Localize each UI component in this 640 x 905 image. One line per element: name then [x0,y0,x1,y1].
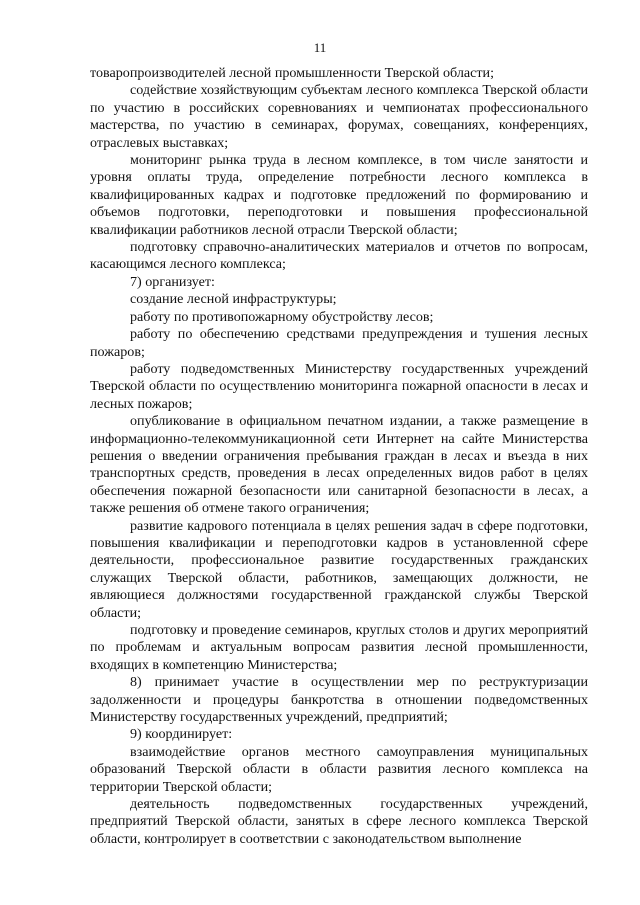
paragraph: содействие хозяйствующим субъектам лесного комплекса Тверской области по участию в российских соревнованиях и чемпионатах профессионального мастерства, по участию в семинарах, форумах, совещаниях, конференциях, отраслевых выставках; [90,82,588,151]
document-body [90,65,588,848]
paragraph-continuation: товаропроизводителей лесной промышленности Тверской области; [90,65,494,81]
paragraph: подготовку и проведение семинаров, круглых столов и других мероприятий по проблемам и актуальным вопросам развития лесной промышленности, входящих в компетенцию Министерства; [90,622,588,673]
paragraph: создание лесной инфраструктуры; [130,291,337,308]
paragraph: работу подведомственных Министерству государственных учреждений Тверской области по осуществлению мониторинга пожарной опасности в лесах и лесных пожаров; [90,360,588,412]
paragraph: мониторинг рынка труда в лесном комплексе, в том числе занятости и уровня оплаты труда, определение потребности лесного комплекса в квалифицированных кадрах и подготовке предложений по формированию и объемов подготовки, переподготовки и повышения профессиональной квалификации работников лесной отрасли Тверской области; [90,152,588,238]
paragraph: подготовку справочно-аналитических материалов и отчетов по вопросам, касающимся лесного комплекса; [90,239,588,273]
paragraph: развитие кадрового потенциала в целях решения задач в сфере подготовки, повышения квалификации и переподготовки кадров в установленной сфере деятельности, профессиональное развитие государственных гражданских служащих Тверской области, работников, замещающих должности, не являющиеся должностями государственной гражданской службы Тверской области; [90,517,588,621]
paragraph: работу по обеспечению средствами предупреждения и тушения лесных пожаров; [90,326,588,360]
list-heading: 7) организует: [130,273,215,290]
paragraph: работу по противопожарному обустройству лесов; [130,308,434,325]
paragraph: деятельность подведомственных государственных учреждений, предприятий Тверской области, занятых в сфере лесного комплекса Тверской области, контролирует в соответствии с законодательством выполнение [90,796,588,847]
page-number: 11 [313,40,327,55]
paragraph: опубликование в официальном печатном издании, а также размещение в информационно-телекоммуникационной сети Интернет на сайте Министерства решения о введении ограничения пребывания граждан в лесах и въезда в них транспортных средств, проведения в лесах определенных видов работ в целях обеспечения пожарной безопасности или санитарной безопасности в лесах, а также решения об отмене такого ограничения; [90,413,588,517]
list-heading: 9) координирует: [130,726,233,743]
paragraph: взаимодействие органов местного самоуправления муниципальных образований Тверской области в области развития лесного комплекса на территории Тверской области; [90,743,588,795]
paragraph: 8) принимает участие в осуществлении мер по реструктуризации задолженности и процедуры банкротства в отношении подведомственных Министерству государственных учреждений, предприятий; [90,674,588,726]
